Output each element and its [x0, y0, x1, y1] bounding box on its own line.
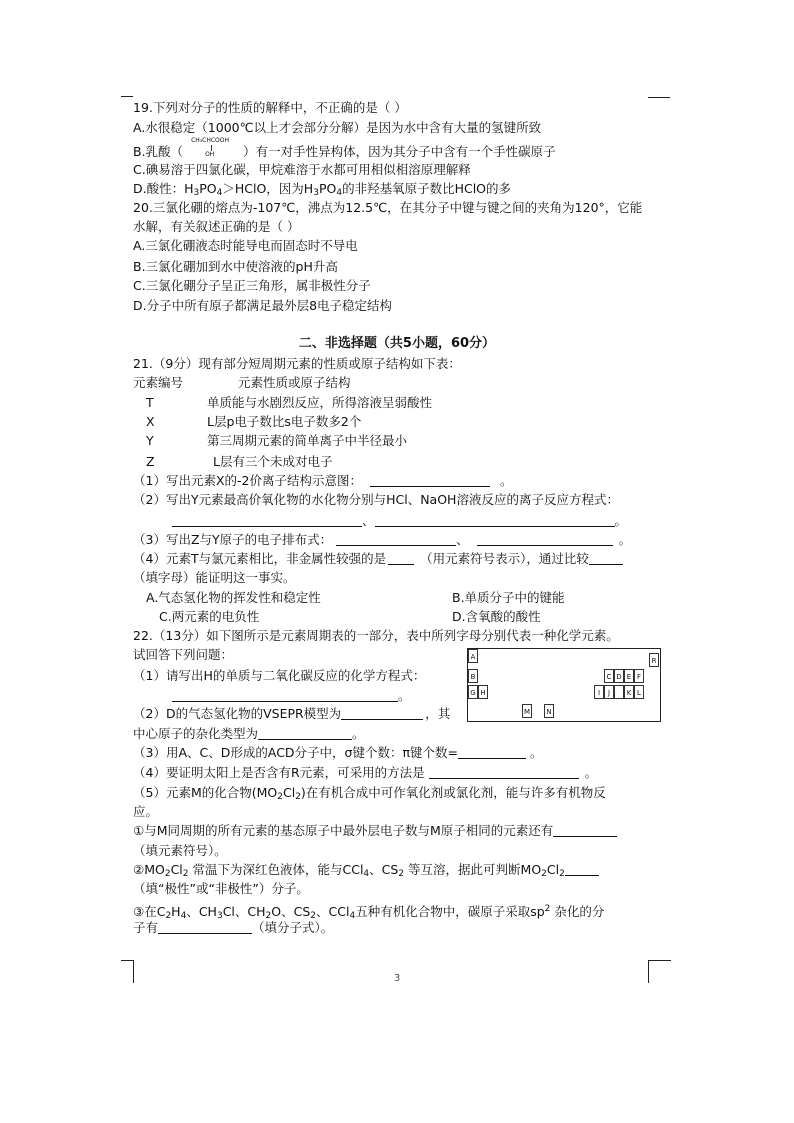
- pt-cell-empty: [614, 685, 624, 699]
- q19-d-text: PO: [199, 181, 217, 196]
- q21-part2: （2）写出Y元素最高价氧化物的水化物分别与HCl、NaOH溶液反应的离子反应方程式：: [133, 492, 619, 507]
- separator: 、: [362, 513, 375, 528]
- q22-intro: 试回答下列问题：: [133, 647, 234, 662]
- pt-cell-k: K: [624, 685, 634, 699]
- subscript: 3: [193, 188, 200, 198]
- subscript: 2: [182, 869, 189, 879]
- q22-sub3-text: （填分子式）。: [252, 920, 334, 935]
- q19-option-c: C.碘易溶于四氯化碳，甲烷难溶于水都可用相似相溶原理解释: [133, 162, 471, 177]
- pt-cell-n: N: [544, 704, 554, 718]
- q21-row-t-desc: 单质能与水剧烈反应，所得溶液呈弱酸性: [207, 395, 433, 410]
- q21-part4: [133, 551, 623, 567]
- lactic-formula-bottom: OH: [205, 151, 215, 158]
- answer-blank[interactable]: [158, 921, 252, 934]
- q21-table-header-element: 元素编号: [133, 375, 184, 390]
- answer-blank[interactable]: [388, 552, 414, 565]
- answer-blank[interactable]: [458, 746, 526, 759]
- q22-sub2-text: Cl: [546, 862, 560, 877]
- period: 。: [398, 688, 411, 703]
- q20-stem-line1: 20.三氯化硼的熔点为-107℃，沸点为12.5℃，在其分子中键与键之间的夹角为120°，它能: [133, 200, 643, 215]
- subscript: 3: [216, 911, 223, 921]
- q22-sub3-text: O、CS: [271, 904, 311, 919]
- subscript: 4: [363, 869, 370, 879]
- q22-sub3-text: 、CH: [186, 904, 217, 919]
- subscript: 4: [349, 911, 356, 921]
- q22-sub3-text: 、CCl: [316, 904, 350, 919]
- lactic-acid-formula: [183, 137, 243, 159]
- q22-sub3-text: Cl、CH: [222, 904, 266, 919]
- q22-sub2-text: 等互溶，据此可判断MO: [404, 862, 542, 877]
- q22-part1: （1）请写出H的单质与二氧化碳反应的化学方程式：: [133, 668, 426, 683]
- pt-cell-c: C: [604, 669, 614, 683]
- subscript: 2: [295, 792, 301, 802]
- q21-part4-text: （用元素符号表示），通过比较: [420, 551, 589, 566]
- q22-part5-text: Cl: [282, 785, 296, 800]
- period: 。: [352, 726, 365, 741]
- q22-sub1-text: ①与M同周期的所有元素的基态原子中最外层电子数与M原子相同的元素还有: [133, 823, 554, 838]
- q22-sub3-text: 五种有机化合物中，碳原子采取sp: [355, 904, 545, 919]
- q21-row-x-desc: L层p电子数比s电子数多2个: [207, 414, 362, 429]
- answer-blank[interactable]: [375, 514, 615, 527]
- q21-stem: 21.（9分）现有部分短周期元素的性质或原子结构如下表：: [133, 356, 461, 371]
- answer-blank[interactable]: [553, 824, 617, 837]
- corner-mark-top-right: [648, 97, 670, 98]
- answer-blank[interactable]: [565, 863, 599, 876]
- q21-row-y-desc: 第三周期元素的简单离子中半径最小: [207, 433, 408, 448]
- answer-blank[interactable]: [477, 533, 613, 546]
- q19-option-a: A.水很稳定（1000℃以上才会部分分解）是因为水中含有大量的氢键所致: [133, 120, 542, 135]
- q20-option-a: A.三氯化硼液态时能导电而固态时不导电: [133, 238, 358, 253]
- subscript: 2: [265, 911, 272, 921]
- q21-option-d: D.含氧酸的酸性: [452, 609, 541, 624]
- q22-sub2-text: 、CS: [369, 862, 399, 877]
- section-heading: 二、非选择题（共5小题，60分）: [298, 336, 496, 351]
- q22-part4-text: （4）要证明太阳上是否含有R元素，可采用的方法是: [133, 765, 425, 780]
- answer-blank[interactable]: [172, 689, 398, 702]
- answer-blank[interactable]: [429, 766, 579, 779]
- q22-part2-text: 中心原子的杂化类型为: [133, 726, 259, 741]
- period: 。: [614, 513, 628, 528]
- q19-d-text: PO: [318, 181, 337, 196]
- subscript: 4: [336, 188, 343, 198]
- subscript: 2: [310, 911, 317, 921]
- q20-option-c: C.三氯化硼分子呈正三角形，属非极性分子: [133, 278, 371, 293]
- q22-part5: [133, 785, 606, 805]
- period: 。: [529, 745, 543, 760]
- q21-row-z-desc: L层有三个未成对电子: [213, 454, 333, 469]
- period: 。: [618, 532, 632, 547]
- subscript: 2: [164, 869, 171, 879]
- q21-part2-answers: [172, 513, 627, 529]
- subscript: 2: [165, 911, 172, 921]
- pt-cell-r: R: [649, 653, 659, 667]
- superscript: 2: [544, 904, 551, 914]
- q22-sub2-text: Cl: [170, 862, 183, 877]
- q19-option-b-suffix: ）有一对手性异构体，因为其分子中含有一个手性碳原子: [243, 144, 556, 159]
- pt-cell-a: A: [468, 649, 478, 663]
- answer-blank[interactable]: [370, 474, 490, 487]
- q22-sub1-line2: （填元素符号）。: [133, 843, 227, 858]
- q19-d-text: 的非羟基氧原子数比HClO的多: [342, 181, 512, 196]
- q20-stem-line2: 水解，有关叙述正确的是（ ）: [133, 219, 300, 234]
- q19-option-b: [133, 137, 556, 160]
- q21-part4-line2: （填字母）能证明这一事实。: [133, 570, 296, 585]
- pt-cell-b: B: [468, 669, 478, 683]
- q21-row-t-element: T: [146, 395, 154, 410]
- q21-option-c: C.两元素的电负性: [159, 609, 260, 624]
- subscript: 3: [313, 188, 319, 198]
- q22-sub3-text: 子有: [133, 920, 159, 935]
- q22-stem: 22.（13分）如下图所示是元素周期表的一部分，表中所列字母分别代表一种化学元素。: [133, 628, 619, 643]
- q21-table-header-property: 元素性质或原子结构: [238, 375, 351, 390]
- pt-cell-m: M: [522, 704, 532, 718]
- answer-blank[interactable]: [172, 514, 362, 527]
- q21-option-a: A.气态氢化物的挥发性和稳定性: [146, 590, 321, 605]
- q19-option-d: [133, 181, 511, 201]
- pt-cell-l: L: [634, 685, 644, 699]
- q22-sub2: [133, 862, 599, 882]
- q22-part5-line2: 应。: [133, 804, 159, 819]
- q22-part4: [133, 765, 597, 781]
- q19-option-b-prefix: B.乳酸（: [133, 144, 184, 159]
- q22-sub1: [133, 823, 617, 839]
- q21-part4-text: （4）元素T与氯元素相比，非金属性较强的是: [133, 551, 387, 566]
- q22-sub3-text: 杂化的分: [550, 904, 605, 919]
- pt-cell-g: G: [468, 685, 478, 699]
- subscript: 2: [277, 792, 283, 802]
- answer-blank[interactable]: [258, 727, 352, 740]
- q21-part1: [133, 473, 513, 489]
- q21-option-b: B.单质分子中的键能: [452, 590, 565, 605]
- subscript: 4: [180, 911, 187, 921]
- q21-row-z-element: Z: [146, 454, 155, 469]
- q22-part5-text: （5）元素M的化合物(MO: [133, 785, 278, 800]
- q22-sub2-line2: （填“极性”或“非极性”）分子。: [133, 881, 309, 896]
- subscript: 4: [216, 188, 223, 198]
- period: 。: [499, 473, 513, 488]
- q20-option-d: D.分子中所有原子都满足最外层8电子稳定结构: [133, 298, 393, 313]
- q22-part5-text: )在有机合成中可作氧化剂或氯化剂，能与许多有机物反: [300, 785, 606, 800]
- q22-sub3-line2: [133, 920, 333, 936]
- corner-mark-top-left: [121, 96, 133, 97]
- q21-row-x-element: X: [146, 414, 155, 429]
- separator: 、: [456, 532, 469, 547]
- answer-blank[interactable]: [341, 707, 423, 720]
- subscript: 2: [559, 869, 565, 879]
- period: 。: [584, 765, 598, 780]
- q22-part3: [133, 745, 542, 761]
- subscript: 2: [541, 869, 547, 879]
- q22-part2-line2: [133, 726, 365, 742]
- q22-part2-text: ，其: [425, 706, 451, 721]
- lactic-formula-top: CH₃CHCOOH: [191, 137, 230, 144]
- q19-stem: 19.下列对分子的性质的解释中，不正确的是（ ）: [133, 100, 407, 115]
- q20-option-b: B.三氯化硼加到水中使溶液的pH升高: [133, 259, 338, 274]
- q21-part3-text: （3）写出Z与Y原子的电子排布式：: [133, 532, 333, 547]
- q21-row-y-element: Y: [146, 433, 154, 448]
- pt-cell-h: H: [478, 685, 488, 699]
- pt-cell-i: I: [594, 685, 604, 699]
- answer-blank[interactable]: [589, 552, 623, 565]
- q22-part2-text: （2）D的气态氢化物的VSEPR模型为: [133, 706, 342, 721]
- pt-cell-f: F: [634, 669, 644, 683]
- q22-sub3-text: ③在C: [133, 904, 166, 919]
- q19-d-text: D.酸性：H: [133, 181, 194, 196]
- pt-cell-d: D: [614, 669, 624, 683]
- subscript: 2: [398, 869, 405, 879]
- q22-part3-text: （3）用A、C、D形成的ACD分子中，σ键个数：π键个数=: [133, 745, 458, 760]
- answer-blank[interactable]: [336, 533, 456, 546]
- page-number: 3: [393, 973, 401, 984]
- q22-sub3-text: H: [171, 904, 181, 919]
- q22-part1-answer: [172, 688, 411, 704]
- q19-d-text: ＞HClO，因为H: [222, 181, 314, 196]
- q21-part3: [133, 532, 631, 548]
- q22-sub2-text: 常温下为深红色液体，能与CCl: [188, 862, 364, 877]
- q22-part2: [133, 706, 450, 722]
- q22-sub2-text: ②MO: [133, 862, 165, 877]
- pt-cell-j: J: [604, 685, 614, 699]
- q21-part1-text: （1）写出元素X的-2价离子结构示意图：: [133, 473, 362, 488]
- periodic-table-fragment: [467, 648, 661, 722]
- pt-cell-e: E: [624, 669, 634, 683]
